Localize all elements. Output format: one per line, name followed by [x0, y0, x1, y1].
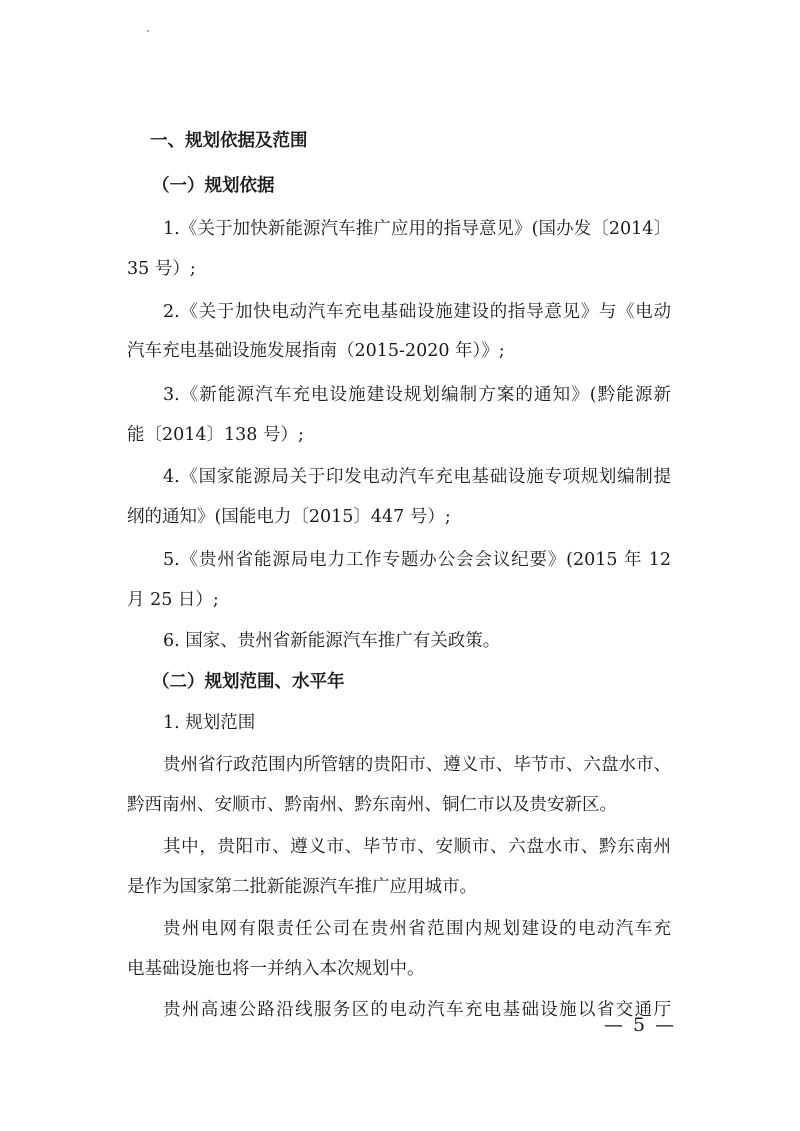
basis-item-4-line-2: 纲的通知》(国能电力〔2015〕447 号）; — [127, 507, 451, 527]
scope-para-3-line-1: 贵州电网有限责任公司在贵州省范围内规划建设的电动汽车充 — [163, 919, 671, 939]
scope-para-4-line-1: 贵州高速公路沿线服务区的电动汽车充电基础设施以省交通厅 — [163, 1000, 671, 1020]
section-heading: 一、规划依据及范围 — [150, 131, 308, 151]
scope-para-3-line-2: 电基础设施也将一并纳入本次规划中。 — [127, 959, 425, 979]
basis-item-6: 6. 国家、贵州省新能源汽车推广有关政策。 — [163, 631, 501, 651]
basis-item-5-line-1: 5.《贵州省能源局电力工作专题办公会会议纪要》(2015 年 12 — [163, 550, 671, 570]
scope-para-1-line-1: 贵州省行政范围内所管辖的贵阳市、遵义市、毕节市、六盘水市、 — [163, 755, 671, 775]
basis-item-2-line-1: 2.《关于加快电动汽车充电基础设施建设的指导意见》与《电动 — [163, 302, 671, 322]
scope-para-2-line-2: 是作为国家第二批新能源汽车推广应用城市。 — [127, 877, 477, 897]
subsection-heading-basis: （一）规划依据 — [152, 176, 275, 196]
basis-item-1-line-2: 35 号）; — [127, 259, 196, 279]
basis-item-5-line-2: 月 25 日）; — [127, 590, 219, 610]
page-number: — 5 — — [604, 1014, 677, 1036]
scan-speck — [147, 30, 149, 32]
basis-item-4-line-1: 4.《国家能源局关于印发电动汽车充电基础设施专项规划编制提 — [163, 467, 671, 487]
basis-item-3-line-2: 能〔2014〕138 号）; — [127, 425, 304, 445]
scope-para-2-line-1: 其中，贵阳市、遵义市、毕节市、安顺市、六盘水市、黔东南州 — [163, 837, 671, 857]
basis-item-2-line-2: 汽车充电基础设施发展指南（2015-2020 年）》; — [127, 341, 505, 361]
scope-para-1-line-2: 黔西南州、安顺市、黔南州、黔东南州、铜仁市以及贵安新区。 — [127, 795, 617, 815]
subsection-heading-scope: （二）规划范围、水平年 — [152, 672, 345, 692]
basis-item-1-line-1: 1.《关于加快新能源汽车推广应用的指导意见》(国办发〔2014〕 — [163, 219, 671, 239]
scope-title: 1. 规划范围 — [163, 713, 256, 733]
basis-item-3-line-1: 3.《新能源汽车充电设施建设规划编制方案的通知》(黔能源新 — [163, 385, 671, 405]
